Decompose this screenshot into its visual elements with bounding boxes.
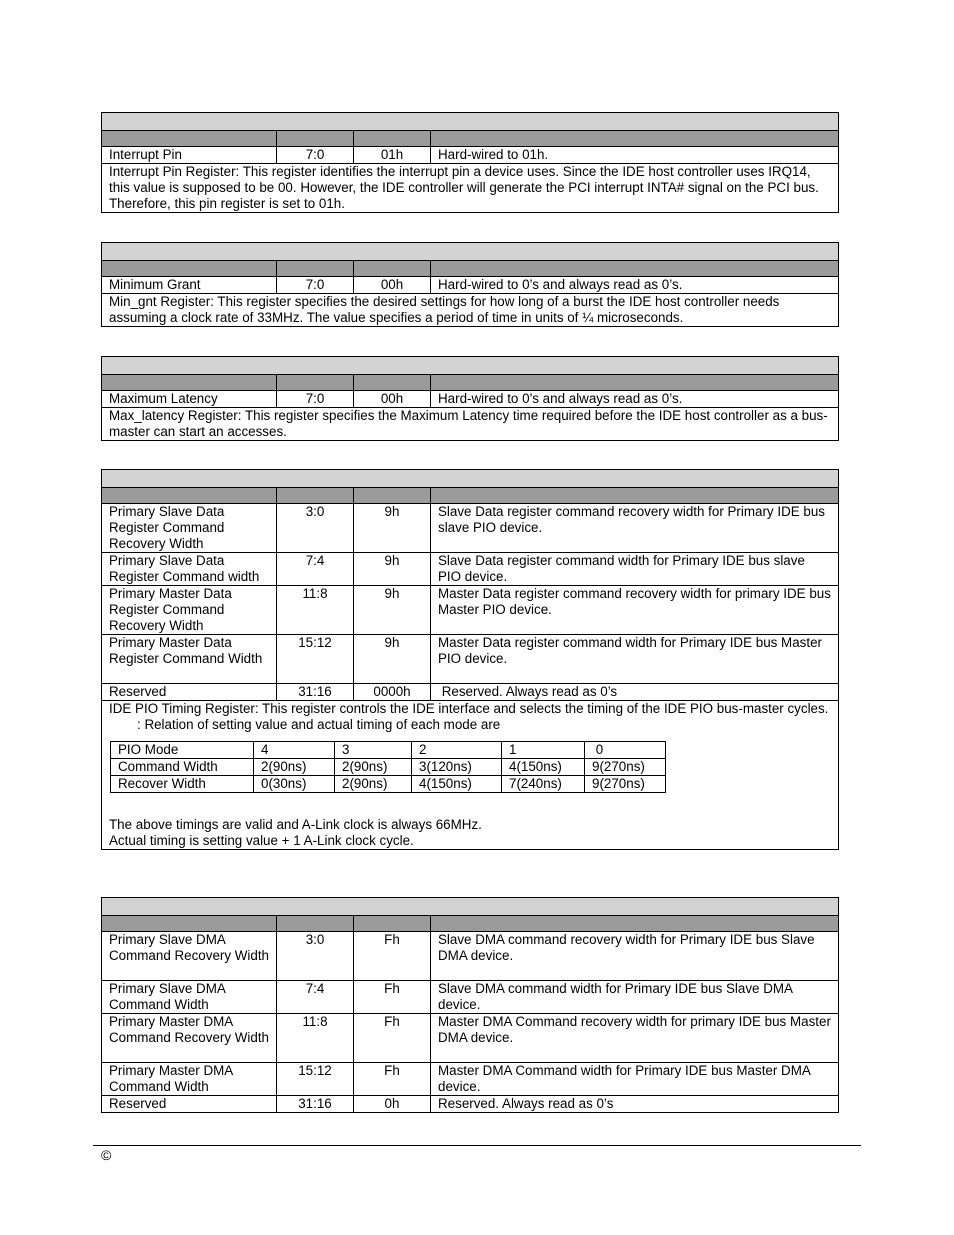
table-cell: 9(270ns): [585, 776, 666, 793]
table-cell: 2(90ns): [335, 759, 412, 776]
copyright-symbol: ©: [101, 1147, 112, 1163]
field-description: Slave Data register command width for Primary IDE bus slave PIO device.: [431, 553, 839, 586]
header-cell: [102, 488, 277, 504]
min-grant-register-table: [101, 242, 839, 327]
field-description: Master DMA Command width for Primary IDE bus Master DMA device.: [431, 1063, 839, 1096]
default-value: 9h: [354, 504, 431, 553]
bits: 3:0: [277, 504, 354, 553]
header-cell: [277, 488, 354, 504]
field-description: Master Data register command recovery width for primary IDE bus Master PIO device.: [431, 586, 839, 635]
table-title-bar: [102, 243, 839, 261]
default-value: 00h: [354, 277, 431, 294]
header-cell: [354, 488, 431, 504]
header-cell: [354, 261, 431, 277]
timing-note: Actual timing is setting value + 1 A-Link clock cycle.: [109, 833, 414, 848]
field-description: Reserved. Always read as 0’s: [431, 684, 839, 701]
bits: 31:16: [277, 684, 354, 701]
table-cell: 3(120ns): [412, 759, 502, 776]
footer-divider: [93, 1145, 861, 1146]
header-cell: [354, 131, 431, 147]
field-name: Primary Master Data Register Command Width: [102, 635, 277, 684]
table-cell: 9(270ns): [585, 759, 666, 776]
header-cell: [277, 375, 354, 391]
bits: 7:4: [277, 981, 354, 1014]
max-latency-register-table: [101, 356, 839, 441]
field-name: Maximum Latency: [102, 391, 277, 408]
pio-mode-table: [110, 741, 666, 793]
header-cell: [277, 916, 354, 932]
table-cell: 2(90ns): [254, 759, 335, 776]
bits: 3:0: [277, 932, 354, 981]
default-value: Fh: [354, 981, 431, 1014]
field-description: Master DMA Command recovery width for primary IDE bus Master DMA device.: [431, 1014, 839, 1063]
table-title-bar: [102, 898, 839, 916]
register-description: IDE PIO Timing Register: This register controls the IDE interface and selects the timing of the IDE PIO bus-master cycles.: [109, 701, 829, 716]
bits: 11:8: [277, 586, 354, 635]
header-cell: [431, 131, 839, 147]
table-cell: PIO Mode: [111, 742, 254, 759]
table-cell: 0(30ns): [254, 776, 335, 793]
field-name: Reserved: [102, 684, 277, 701]
field-description: Slave DMA command recovery width for Primary IDE bus Slave DMA device.: [431, 932, 839, 981]
table-cell: 4: [254, 742, 335, 759]
default-value: 00h: [354, 391, 431, 408]
table-cell: 4(150ns): [412, 776, 502, 793]
field-description: Slave Data register command recovery width for Primary IDE bus slave PIO device.: [431, 504, 839, 553]
timing-note: The above timings are valid and A-Link clock is always 66MHz.: [109, 817, 482, 832]
pio-timing-register-table: [101, 469, 839, 850]
interrupt-pin-register-table: [101, 112, 839, 213]
field-description: Master Data register command width for Primary IDE bus Master PIO device.: [431, 635, 839, 684]
header-cell: [277, 261, 354, 277]
field-name: Reserved: [102, 1096, 277, 1113]
field-description: Hard-wired to 01h.: [431, 147, 839, 164]
table-cell: 2(90ns): [335, 776, 412, 793]
register-description: Interrupt Pin Register: This register identifies the interrupt pin a device uses. Since the IDE host controller uses IRQ14, this value is supposed to be 00. However, the IDE controller will generate the PCI interrupt INTA# signal on the PCI bus. Therefore, this pin register is set to 01h.: [102, 164, 839, 213]
register-description: Max_latency Register: This register specifies the Maximum Latency time required before the IDE host controller as a bus-master can start an accesses.: [102, 408, 839, 441]
bits: 11:8: [277, 1014, 354, 1063]
field-name: Primary Slave DMA Command Recovery Width: [102, 932, 277, 981]
default-value: Fh: [354, 1014, 431, 1063]
dma-timing-register-table: [101, 897, 839, 1113]
field-name: Primary Slave Data Register Command Recovery Width: [102, 504, 277, 553]
field-name: Primary Master DMA Command Width: [102, 1063, 277, 1096]
table-cell: 1: [502, 742, 585, 759]
register-description-block: [102, 701, 839, 850]
default-value: Fh: [354, 932, 431, 981]
header-cell: [431, 916, 839, 932]
header-cell: [354, 375, 431, 391]
field-description: Hard-wired to 0’s and always read as 0’s.: [431, 391, 839, 408]
table-title-bar: [102, 357, 839, 375]
header-cell: [102, 261, 277, 277]
field-name: Primary Slave DMA Command Width: [102, 981, 277, 1014]
table-cell: Command Width: [111, 759, 254, 776]
default-value: 9h: [354, 586, 431, 635]
default-value: Fh: [354, 1063, 431, 1096]
default-value: 0000h: [354, 684, 431, 701]
default-value: 0h: [354, 1096, 431, 1113]
bits: 31:16: [277, 1096, 354, 1113]
field-description: Slave DMA command width for Primary IDE bus Slave DMA device.: [431, 981, 839, 1014]
table-row: [111, 742, 666, 759]
default-value: 9h: [354, 635, 431, 684]
field-description: Hard-wired to 0’s and always read as 0’s.: [431, 277, 839, 294]
table-title-bar: [102, 470, 839, 488]
header-cell: [431, 488, 839, 504]
table-cell: 0: [585, 742, 666, 759]
register-description: Min_gnt Register: This register specifies the desired settings for how long of a burst the IDE host controller needs assuming a clock rate of 33MHz. The value specifies a period of time in units of ¼ microseconds.: [102, 294, 839, 327]
header-cell: [431, 375, 839, 391]
field-name: Minimum Grant: [102, 277, 277, 294]
relation-note: : Relation of setting value and actual timing of each mode are: [137, 717, 501, 732]
header-cell: [431, 261, 839, 277]
field-name: Primary Master DMA Command Recovery Width: [102, 1014, 277, 1063]
field-name: Primary Slave Data Register Command width: [102, 553, 277, 586]
field-description: Reserved. Always read as 0’s: [431, 1096, 839, 1113]
table-cell: 2: [412, 742, 502, 759]
table-row: [111, 776, 666, 793]
bits: 7:0: [277, 147, 354, 164]
bits: 7:0: [277, 277, 354, 294]
default-value: 9h: [354, 553, 431, 586]
table-title-bar: [102, 113, 839, 131]
bits: 15:12: [277, 635, 354, 684]
table-cell: Recover Width: [111, 776, 254, 793]
default-value: 01h: [354, 147, 431, 164]
table-cell: 7(240ns): [502, 776, 585, 793]
bits: 15:12: [277, 1063, 354, 1096]
bits: 7:0: [277, 391, 354, 408]
table-row: [111, 759, 666, 776]
header-cell: [354, 916, 431, 932]
field-name: Primary Master Data Register Command Recovery Width: [102, 586, 277, 635]
header-cell: [102, 131, 277, 147]
header-cell: [102, 375, 277, 391]
header-cell: [102, 916, 277, 932]
field-name: Interrupt Pin: [102, 147, 277, 164]
table-cell: 4(150ns): [502, 759, 585, 776]
table-cell: 3: [335, 742, 412, 759]
bits: 7:4: [277, 553, 354, 586]
header-cell: [277, 131, 354, 147]
